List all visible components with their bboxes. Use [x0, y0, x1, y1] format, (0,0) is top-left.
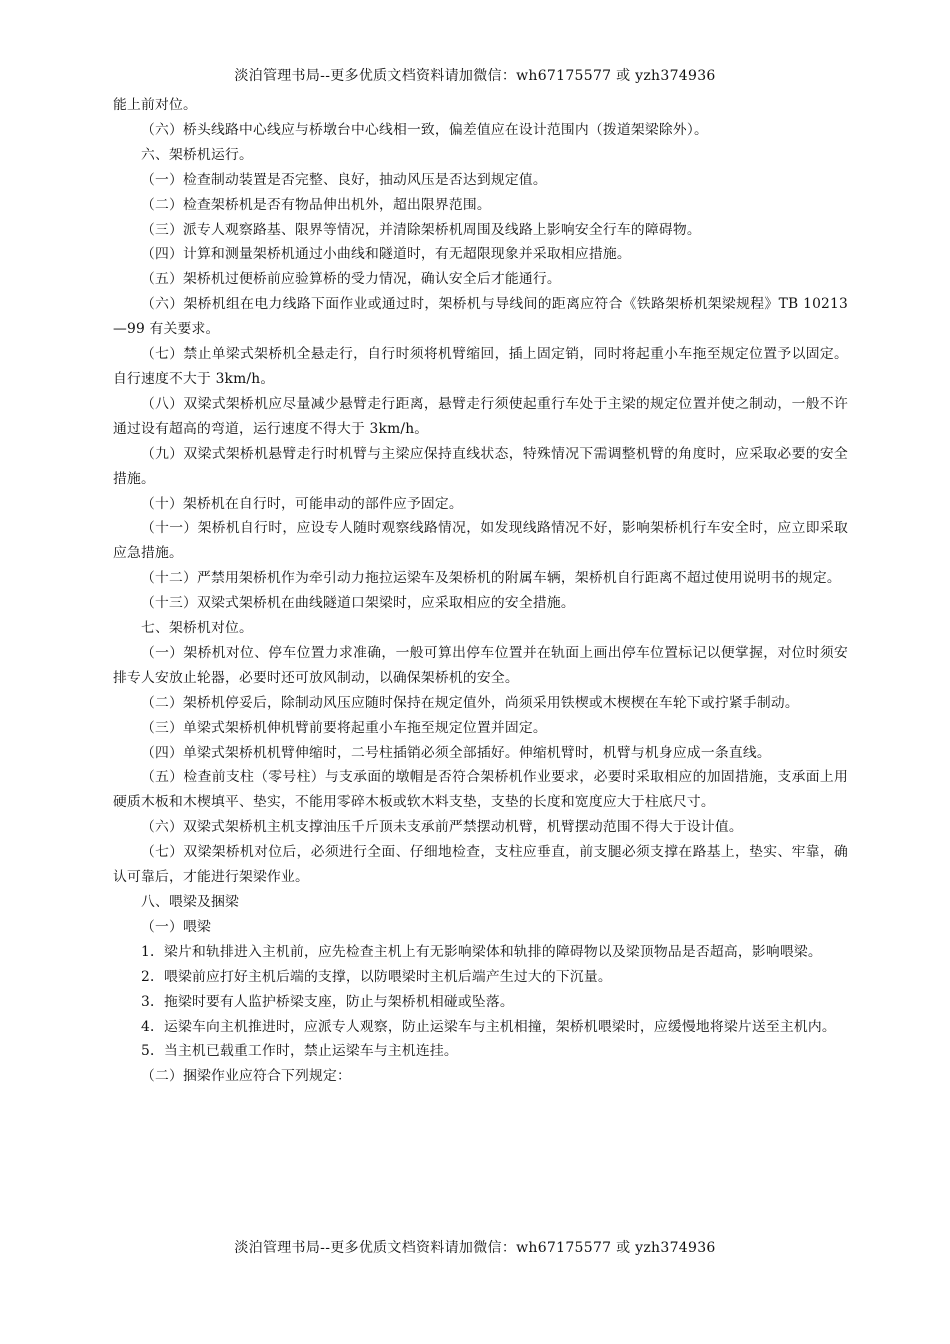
paragraph: （一）架桥机对位、停车位置力求准确，一般可算出停车位置并在轨面上画出停车位置标记以便掌握，对位时须安排专人安放止轮器，必要时还可放风制动，以确保架桥机的安全。: [113, 644, 848, 686]
paragraph: （十二）严禁用架桥机作为牵引动力拖拉运梁车及架桥机的附属车辆，架桥机自行距离不超过使用说明书的规定。: [141, 570, 841, 587]
paragraph: （四）单梁式架桥机机臂伸缩时，二号柱插销必须全部插好。伸缩机臂时，机臂与机身应成一条直线。: [141, 744, 771, 761]
paragraph: （三）单梁式架桥机伸机臂前要将起重小车拖至规定位置并固定。: [141, 719, 547, 736]
paragraph: 3．拖梁时要有人监护桥梁支座，防止与架桥机相碰或坠落。: [141, 993, 514, 1010]
paragraph: （七）双梁架桥机对位后，必须进行全面、仔细地检查，支柱应垂直，前支腿必须支撑在路基上，垫实、牢靠，确认可靠后，才能进行架梁作业。: [113, 844, 848, 886]
paragraph: （一）检查制动装置是否完整、良好，抽动风压是否达到规定值。: [141, 171, 547, 188]
section-heading: 八、喂梁及捆梁: [141, 894, 239, 910]
section-heading: 七、架桥机对位。: [141, 620, 253, 637]
paragraph: （十）架桥机在自行时，可能串动的部件应予固定。: [141, 495, 463, 512]
paragraph: （十一）架桥机自行时，应设专人随时观察线路情况，如发现线路情况不好，影响架桥机行车安全时，应立即采取应急措施。: [113, 520, 848, 562]
paragraph: （五）检查前支柱（零号柱）与支承面的墩帽是否符合架桥机作业要求，必要时采取相应的加固措施，支承面上用硬质木板和木楔填平、垫实，不能用零碎木板或软木料支垫，支垫的长度和宽度应大于柱底尺寸。: [113, 769, 848, 811]
paragraph: （四）计算和测量架桥机通过小曲线和隧道时，有无超限现象并采取相应措施。: [141, 246, 631, 263]
paragraph: （六）双梁式架桥机主机支撑油压千斤顶未支承前严禁摆动机臂，机臂摆动范围不得大于设计值。: [141, 819, 743, 836]
sub-heading: （一）喂梁: [141, 918, 211, 935]
paragraph: （六）架桥机组在电力线路下面作业或通过时，架桥机与导线间的距离应符合《铁路架桥机架梁规程》TB 10213—99 有关要求。: [113, 296, 848, 338]
paragraph: （六）桥头线路中心线应与桥墩台中心线相一致，偏差值应在设计范围内（拨道架梁除外）。: [141, 121, 708, 138]
paragraph: （八）双梁式架桥机应尽量减少悬臂走行距离，悬臂走行须使起重行车处于主梁的规定位置并使之制动，一般不许通过设有超高的弯道，运行速度不得大于 3km/h。: [113, 395, 848, 437]
page-header: 淡泊管理书局--更多优质文档资料请加微信：wh67175577 或 yzh374936: [234, 68, 716, 84]
paragraph: （七）禁止单梁式架桥机全悬走行，自行时须将机臂缩回，插上固定销，同时将起重小车拖至规定位置予以固定。自行速度不大于 3km/h。: [113, 346, 848, 387]
paragraph: 5．当主机已载重工作时，禁止运梁车与主机连挂。: [141, 1043, 458, 1060]
paragraph: （三）派专人观察路基、限界等情况，并清除架桥机周围及线路上影响安全行车的障碍物。: [141, 221, 701, 238]
paragraph: 能上前对位。: [113, 97, 197, 113]
paragraph: （五）架桥机过便桥前应验算桥的受力情况，确认安全后才能通行。: [141, 271, 561, 288]
paragraph: （九）双梁式架桥机悬臂走行时机臂与主梁应保持直线状态，特殊情况下需调整机臂的角度时，应采取必要的安全措施。: [113, 445, 848, 487]
paragraph: （二）架桥机停妥后，除制动风压应随时保持在规定值外，尚须采用铁楔或木楔楔在车轮下或拧紧手制动。: [141, 694, 799, 711]
document-body: [113, 93, 848, 1089]
page-footer: 淡泊管理书局--更多优质文档资料请加微信：wh67175577 或 yzh374936: [234, 1240, 716, 1256]
paragraph: （十三）双梁式架桥机在曲线隧道口架梁时，应采取相应的安全措施。: [141, 595, 575, 612]
paragraph: 1．梁片和轨排进入主机前，应先检查主机上有无影响梁体和轨排的障碍物以及梁顶物品是否超高，影响喂梁。: [141, 943, 822, 960]
section-heading: 六、架桥机运行。: [141, 146, 253, 163]
sub-heading: （二）捆梁作业应符合下列规定：: [141, 1068, 351, 1085]
paragraph: 4．运梁车向主机推进时，应派专人观察，防止运梁车与主机相撞，架桥机喂梁时，应缓慢地将梁片送至主机内。: [141, 1018, 836, 1035]
paragraph: 2．喂梁前应打好主机后端的支撑，以防喂梁时主机后端产生过大的下沉量。: [141, 968, 612, 985]
paragraph: （二）检查架桥机是否有物品伸出机外，超出限界范围。: [141, 196, 491, 213]
